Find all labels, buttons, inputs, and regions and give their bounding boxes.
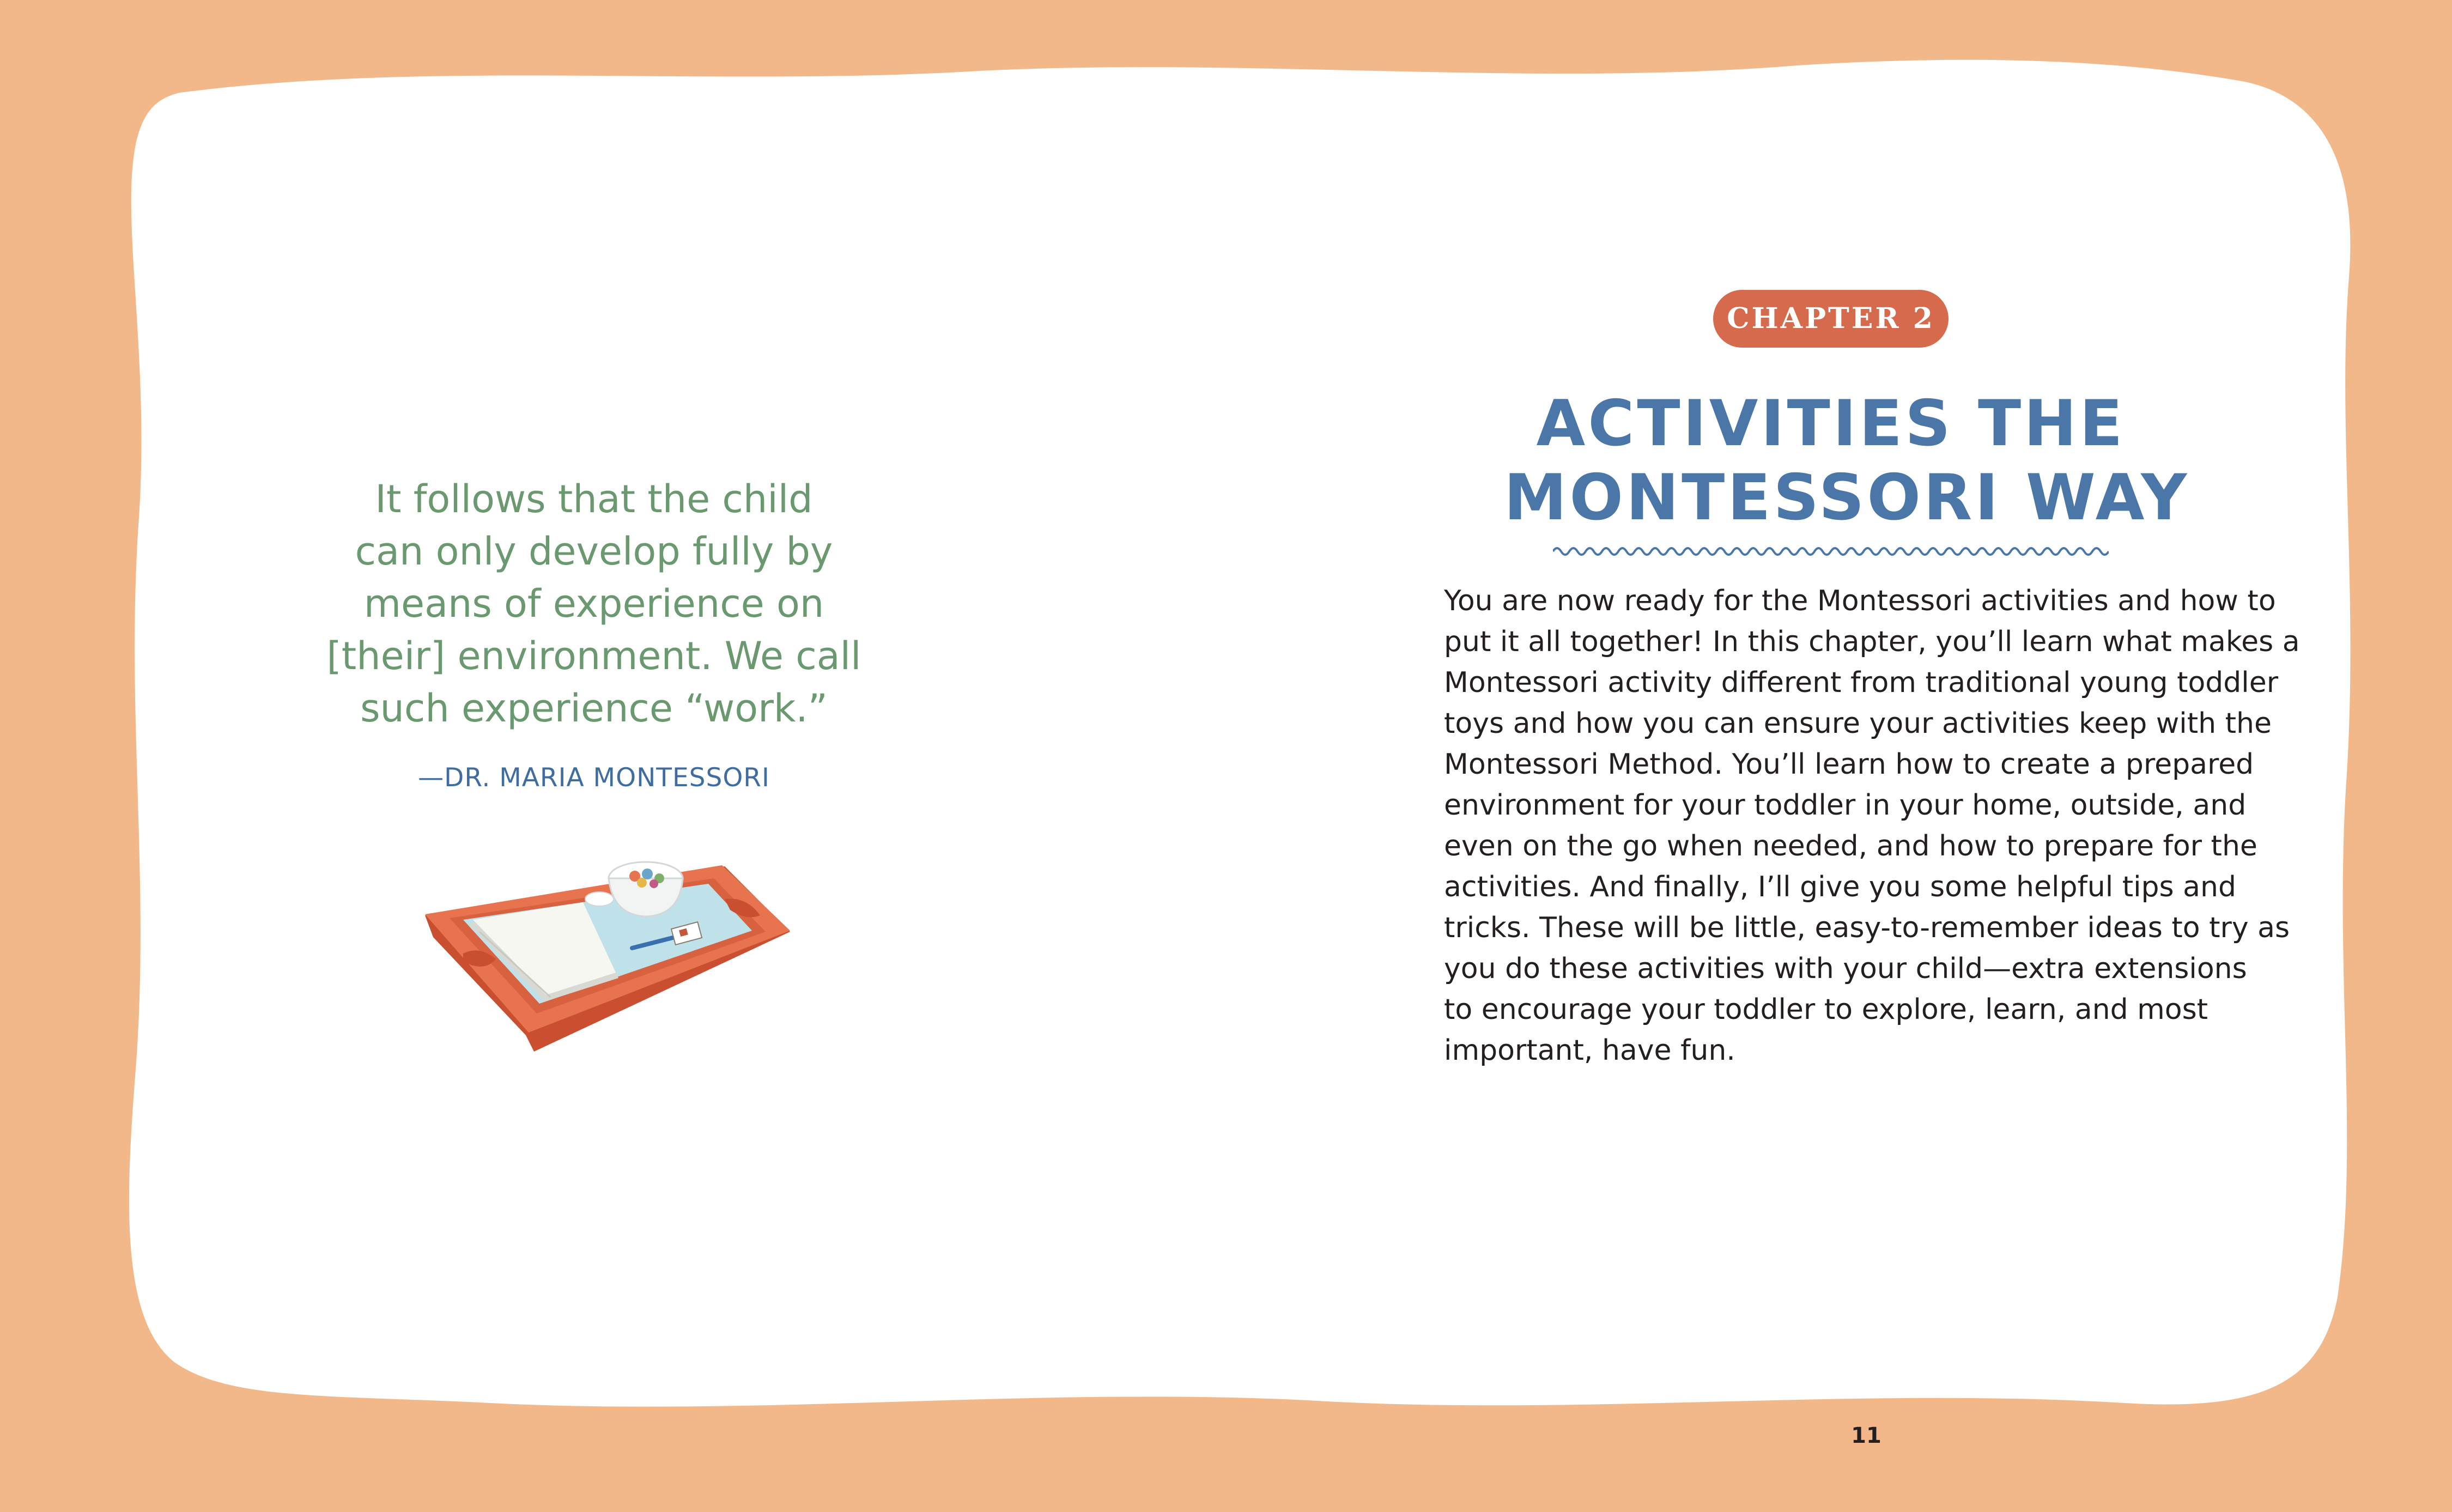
wavy-divider [1553,543,2109,560]
body-line: toys and how you can ensure your activities keep with the [1444,707,2272,740]
body-line: you do these activities with your child—extra extensions [1444,952,2247,985]
chapter-title-line: MONTESSORI WAY [1504,461,2190,535]
body-line: tricks. These will be little, easy-to-remember ideas to try as [1444,912,2290,944]
chapter-title [1504,387,2190,535]
body-line: Montessori activity different from traditional young toddler [1444,666,2279,699]
quote-line: means of experience on [363,581,824,626]
tray-with-paper-bowl-and-pencil-icon [420,850,796,1057]
body-line: environment for your toddler in your home, outside, and [1444,789,2247,822]
body-line: even on the go when needed, and how to prepare for the [1444,830,2257,863]
body-line: activities. And finally, I’ll give you some helpful tips and [1444,871,2236,903]
chapter-intro-text [1444,581,2300,1071]
epigraph-quote [305,473,883,734]
quote-line: It follows that the child [375,477,813,521]
body-line: important, have fun. [1444,1034,1735,1067]
body-line: You are now ready for the Montessori activities and how to [1444,585,2276,617]
quote-line: such experience “work.” [360,686,828,731]
quote-attribution: —DR. MARIA MONTESSORI [418,763,770,793]
body-line: put it all together! In this chapter, you’ll learn what makes a [1444,626,2300,658]
page-number: 11 [1851,1423,1882,1448]
body-line: to encourage your toddler to explore, learn, and most [1444,993,2208,1026]
body-line: Montessori Method. You’ll learn how to create a prepared [1444,748,2254,781]
chapter-badge: CHAPTER 2 [1713,290,1949,348]
quote-line: can only develop fully by [355,529,833,574]
quote-line: [their] environment. We call [326,634,861,678]
chapter-title-line: ACTIVITIES THE [1536,387,2126,460]
